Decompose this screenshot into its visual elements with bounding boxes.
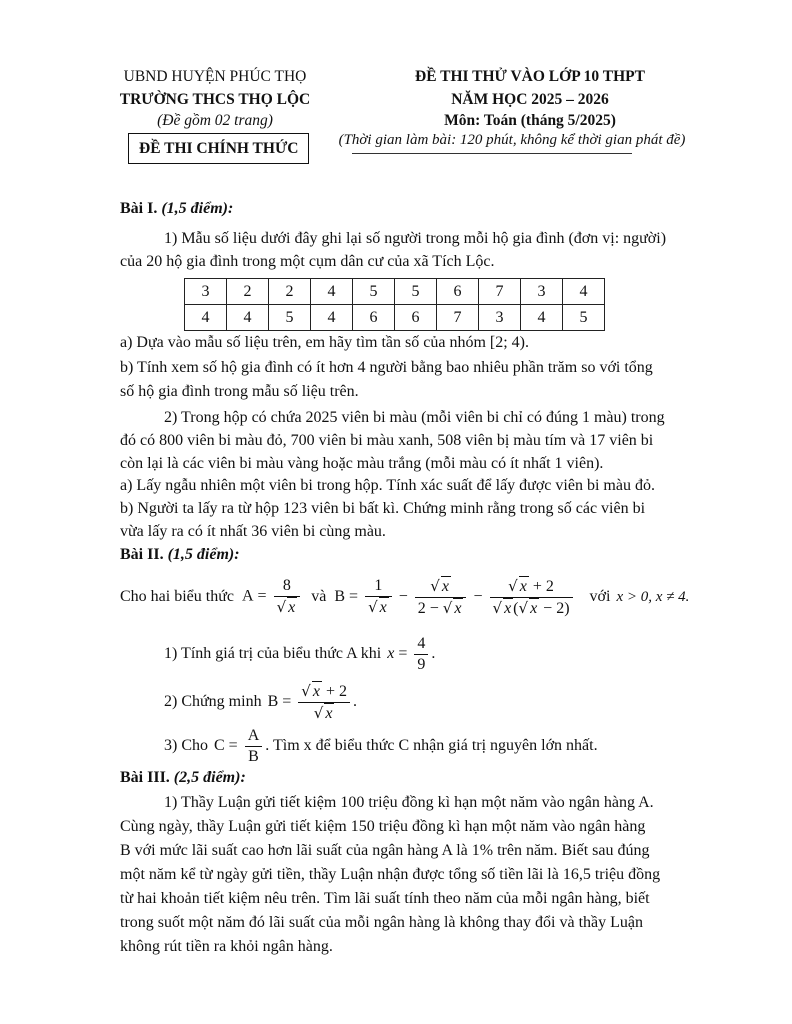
bai2-question-3 [164, 726, 598, 766]
bai3-line3: B với mức lãi suất cao hơn lãi suất của ngân hàng A là 1% trên năm. Biết sau đúng [120, 842, 650, 859]
bai2-condition: x > 0, x ≠ 4. [616, 588, 690, 605]
bai3-line5: từ hai khoản tiết kiệm nêu trên. Tìm lãi suất tính theo năm của mỗi ngân hàng, biết [120, 890, 650, 907]
bai1-points: (1,5 điểm): [161, 200, 234, 217]
table-cell: 4 [521, 305, 563, 331]
bai2-expressions [120, 570, 700, 624]
bai3-line6: trong suốt một năm đó lãi suất của mỗi ngân hàng là không thay đổi và thầy Luận [120, 914, 644, 931]
table-cell: 4 [185, 305, 227, 331]
table-cell: 5 [395, 279, 437, 305]
subject: Môn: Toán (tháng 5/2025) [444, 112, 616, 129]
table-cell: 2 [269, 279, 311, 305]
table-cell: 7 [479, 279, 521, 305]
table-cell: 3 [185, 279, 227, 305]
bai1-p2-question-a: a) Lấy ngẫu nhiên một viên bi trong hộp. Tính xác suất để lấy được viên bi màu đỏ. [120, 477, 655, 494]
bai2-q1-text: 1) Tính giá trị của biểu thức A khi [164, 645, 382, 662]
bai1-p1-line1: 1) Mẫu số liệu dưới đây ghi lại số người trong mỗi hộ gia đình (đơn vị: người) [164, 230, 667, 247]
bai1-question-a: a) Dựa vào mẫu số liệu trên, em hãy tìm tần số của nhóm [2; 4). [120, 334, 530, 351]
bai1-p2-line3: còn lại là các viên bi màu vàng hoặc màu trắng (mỗi màu có ít nhất 1 viên). [120, 455, 604, 472]
table-cell: 3 [521, 279, 563, 305]
table-cell: 4 [311, 279, 353, 305]
bai2-and: và [311, 588, 327, 605]
exam-title: ĐỀ THI THỬ VÀO LỚP 10 THPT [415, 68, 645, 85]
bai3-line1: 1) Thầy Luận gửi tiết kiệm 100 triệu đồng kì hạn một năm vào ngân hàng A. [164, 794, 654, 811]
expression-a: A = $\frac{8}{√ x}$ [242, 576, 303, 618]
bai2-intro: Cho hai biểu thức [120, 588, 234, 605]
x-value-formula: x = $\frac{4}{9}$ . [387, 634, 436, 673]
b-simplified-formula: B = $\frac{√ x + 2}{√ x}$ . [267, 681, 357, 722]
table-cell: 4 [563, 279, 605, 305]
bai2-heading [120, 546, 688, 564]
bai3-line7: không rút tiền ra khỏi ngân hàng. [120, 938, 333, 955]
c-formula: C = $\frac{A}{B}$ [214, 726, 265, 767]
table-row [185, 279, 605, 305]
table-cell: 6 [395, 305, 437, 331]
bai1-heading [120, 200, 688, 218]
bai3-points: (2,5 điểm): [173, 769, 246, 786]
time-note: (Thời gian làm bài: 120 phút, không kể thời gian phát đề) [338, 132, 686, 148]
table-cell: 6 [437, 279, 479, 305]
table-cell: 4 [311, 305, 353, 331]
bai1-question-b-line2: số hộ gia đình trong mẫu số liệu trên. [120, 383, 359, 400]
bai1-p2-question-b-line2: vừa lấy ra có ít nhất 36 viên bi cùng màu. [120, 523, 386, 540]
bai3-title: Bài III. [120, 769, 170, 786]
bai1-p2-line2: đó có 800 viên bi màu đỏ, 700 viên bi màu xanh, 508 viên bị màu tím và 17 viên bi [120, 432, 654, 449]
table-cell: 3 [479, 305, 521, 331]
data-table [184, 278, 605, 331]
bai1-p2-question-b-line1: b) Người ta lấy ra từ hộp 123 viên bi bất kì. Chứng minh rằng trong số các viên bi [120, 500, 646, 517]
bai2-question-2 [164, 680, 357, 724]
official-exam-box [128, 133, 309, 164]
official-exam-label: ĐỀ THI CHÍNH THỨC [128, 133, 309, 164]
table-cell: 7 [437, 305, 479, 331]
bai1-title: Bài I. [120, 200, 158, 217]
bai3-heading [120, 769, 688, 787]
table-cell: 2 [227, 279, 269, 305]
bai2-title: Bài II. [120, 546, 164, 563]
bai2-q2-text: 2) Chứng minh [164, 693, 262, 710]
table-cell: 5 [563, 305, 605, 331]
school-name: TRƯỜNG THCS THỌ LỘC [119, 91, 311, 108]
bai3-line4: một năm kể từ ngày gửi tiền, thầy Luận nhận được tổng số tiền lãi là 16,5 triệu đồng [120, 866, 661, 883]
page-count-note: (Đề gồm 02 trang) [157, 112, 273, 129]
table-cell: 6 [353, 305, 395, 331]
table-row [185, 305, 605, 331]
table-cell: 4 [227, 305, 269, 331]
bai2-q3-text-a: 3) Cho [164, 737, 208, 754]
bai2-question-1 [164, 634, 435, 674]
bai1-p1-line2: của 20 hộ gia đình trong một cụm dân cư của xã Tích Lộc. [120, 253, 495, 270]
bai2-points: (1,5 điểm): [167, 546, 240, 563]
bai3-line2: Cùng ngày, thầy Luận gửi tiết kiệm 150 triệu đồng kì hạn một năm vào ngân hàng [120, 818, 646, 835]
bai2-with: với [589, 588, 611, 605]
school-year: NĂM HỌC 2025 – 2026 [451, 91, 609, 108]
table-cell: 5 [269, 305, 311, 331]
divider-line [352, 153, 632, 154]
bai2-q3-text-b: . Tìm x để biểu thức C nhận giá trị nguyên lớn nhất. [265, 737, 598, 754]
bai1-p2-line1: 2) Trong hộp có chứa 2025 viên bi màu (mỗi viên bi chỉ có đúng 1 màu) trong [164, 409, 665, 426]
table-cell: 5 [353, 279, 395, 305]
expression-b: B = $\frac{1}{√ x}$ − $\frac{√ x}{2 - √ x}$ − $\frac{√ x + 2}{√ x (√ x - 2)}$ [334, 576, 575, 619]
bai1-question-b-line1: b) Tính xem số hộ gia đình có ít hơn 4 người bằng bao nhiêu phần trăm so với tổng [120, 359, 653, 376]
department-name: UBND HUYỆN PHÚC THỌ [123, 68, 307, 85]
